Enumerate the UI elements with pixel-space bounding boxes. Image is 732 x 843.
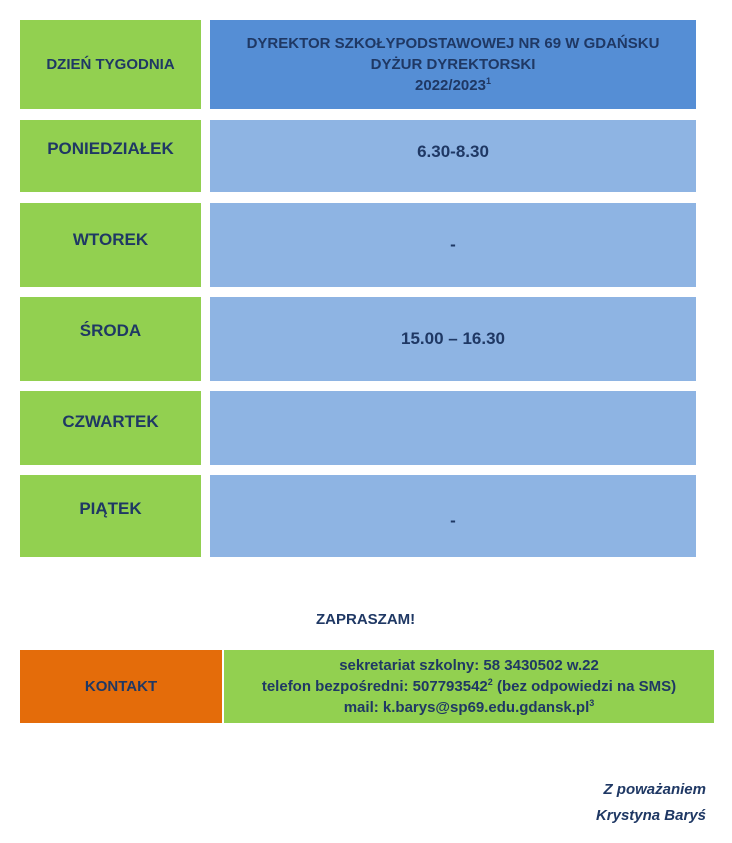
header-title-cell <box>210 20 696 109</box>
time-cell-thursday <box>210 391 696 465</box>
footnote-marker: 2 <box>487 677 493 687</box>
signature-closing: Z poważaniem <box>603 781 706 798</box>
day-label: ŚRODA <box>79 321 142 340</box>
contact-details-cell <box>224 650 714 723</box>
day-label: CZWARTEK <box>62 412 159 431</box>
header-day-label: DZIEŃ TYGODNIA <box>46 56 175 73</box>
day-label: PIĄTEK <box>79 499 142 518</box>
contact-phone-direct: telefon bezpośredni: 507793542$^2$ (bez odpowiedzi na SMS) <box>261 677 677 695</box>
time-cell-tuesday <box>210 203 696 287</box>
day-cell-friday <box>20 475 201 557</box>
day-cell-tuesday <box>20 203 201 287</box>
day-cell-monday <box>20 120 201 192</box>
contact-label: KONTAKT <box>84 678 158 695</box>
contact-phone-office: sekretariat szkolny: 58 3430502 w.22 <box>339 657 599 674</box>
time-value: 6.30-8.30 <box>417 142 489 161</box>
header-title-line3: 2022/2023$^1$ <box>415 76 491 94</box>
signature-name: Krystyna Baryś <box>595 807 706 824</box>
time-value: - <box>450 235 456 254</box>
day-cell-wednesday <box>20 297 201 381</box>
day-cell-thursday <box>20 391 201 465</box>
day-label: PONIEDZIAŁEK <box>47 139 174 158</box>
footnote-marker: 3 <box>589 698 595 708</box>
header-title-line1: DYREKTOR SZKOŁYPODSTAWOWEJ NR 69 W GDAŃSKU <box>246 35 660 52</box>
header-day-cell <box>20 20 201 109</box>
time-value: - <box>450 511 456 530</box>
invite-text: ZAPRASZAM! <box>316 611 416 628</box>
time-cell-monday <box>210 120 696 192</box>
contact-email: mail: $k.barys@sp69.edu.gdansk.pl^3$ <box>343 698 595 716</box>
footnote-marker: 1 <box>485 76 491 86</box>
header-title-line2: DYŻUR DYREKTORSKI <box>370 56 536 73</box>
contact-label-cell <box>20 650 222 723</box>
time-cell-wednesday <box>210 297 696 381</box>
time-value: 15.00 – 16.30 <box>401 329 505 348</box>
time-cell-friday <box>210 475 696 557</box>
day-label: WTOREK <box>72 230 149 249</box>
